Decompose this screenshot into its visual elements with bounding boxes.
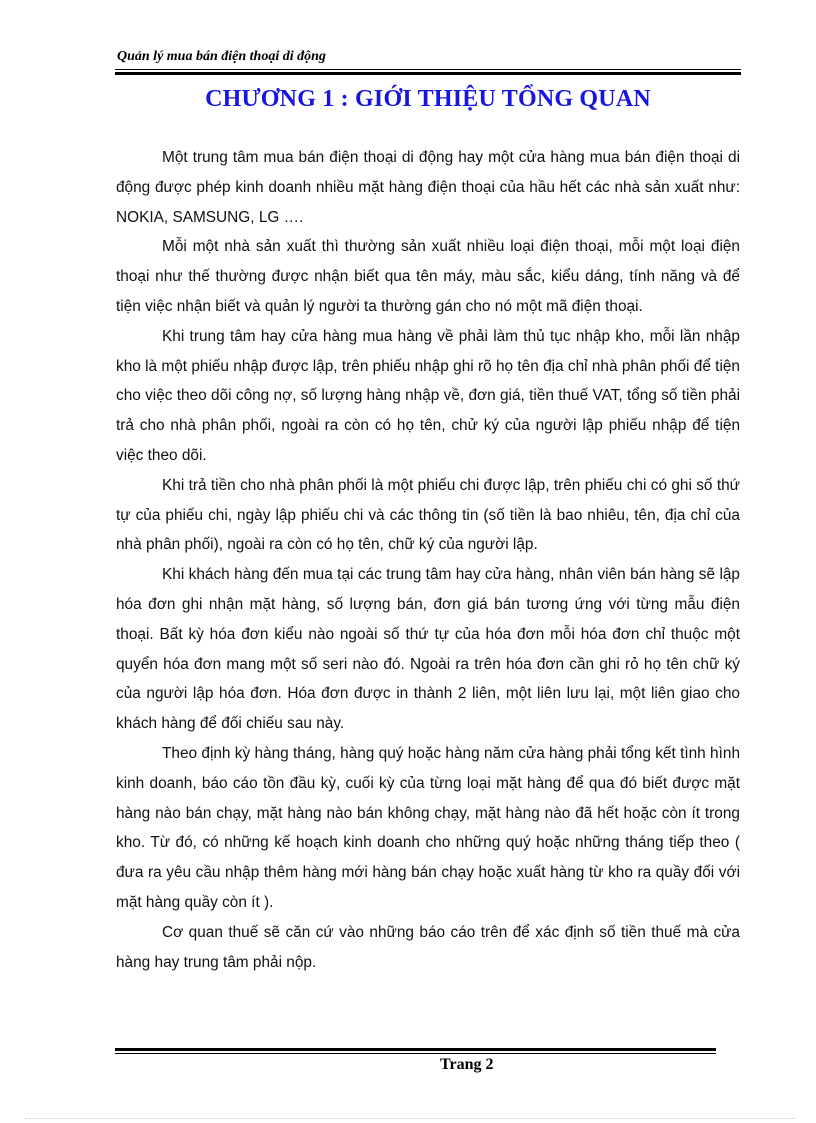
- running-header-title: Quản lý mua bán điện thoại di động: [117, 49, 326, 64]
- header-rule-thick: [115, 72, 741, 75]
- paragraph: Khi khách hàng đến mua tại các trung tâm hay cửa hàng, nhân viên bán hàng sẽ lập hóa đơn ghi nhận mặt hàng, số lượng bán, đơn giá bán tương ứng với từng mẫu điện thoại. Bất kỳ hóa đơn kiểu nào ngoài số thứ tự của hóa đơn mỗi hóa đơn chỉ thuộc một quyển hóa đơn mang một số seri nào đó. Ngoài ra trên hóa đơn cần ghi rỏ họ tên chữ ký của người lập hóa đơn. Hóa đơn được in thành 2 liên, một liên lưu lại, một liên giao cho khách hàng để đối chiếu sau này.: [116, 566, 740, 733]
- paragraph: Khi trung tâm hay cửa hàng mua hàng về phải làm thủ tục nhập kho, mỗi lần nhập kho là một phiếu nhập được lập, trên phiếu nhập ghi rõ họ tên địa chỉ nhà phân phối để tiện cho việc theo dõi công nợ, số lượng hàng nhập về, đơn giá, tiền thuế VAT, tổng số tiền phải trả cho nhà phân phối, ngoài ra còn có họ tên, chử ký của người lập phiếu nhập để tiện việc theo dõi.: [116, 327, 740, 464]
- header-rule-thin: [115, 69, 741, 70]
- chapter-title: CHƯƠNG 1 : GIỚI THIỆU TỔNG QUAN: [205, 86, 651, 112]
- paragraph: Khi trả tiền cho nhà phân phối là một phiếu chi được lập, trên phiếu chi có ghi số thứ tự của phiếu chi, ngày lập phiếu chi và các thông tin (số tiền là bao nhiêu, tên, địa chỉ của nhà phân phối), ngoài ra còn có họ tên, chữ ký của người lập.: [116, 476, 740, 554]
- paragraph: Một trung tâm mua bán điện thoại di động hay một cửa hàng mua bán điện thoại di động được phép kinh doanh nhiều mặt hàng điện thoại của hầu hết các nhà sản xuất như: NOKIA, SAMSUNG, LG ….: [116, 149, 740, 226]
- paragraph: Theo định kỳ hàng tháng, hàng quý hoặc hàng năm cửa hàng phải tổng kết tình hình kinh doanh, báo cáo tồn đầu kỳ, cuối kỳ của từng loại mặt hàng để qua đó biết được mặt hàng nào bán chạy, mặt hàng nào bán không chạy, mặt hàng nào đã hết hoặc còn ít trong kho. Từ đó, có những kế hoạch kinh doanh cho những quý hoặc những tháng tiếp theo ( đưa ra yêu cầu nhập thêm hàng mới hàng bán chạy hoặc xuất hàng từ kho ra quầy đối với mặt hàng quầy còn ít ).: [116, 744, 740, 911]
- paragraph: Mỗi một nhà sản xuất thì thường sản xuất nhiều loại điện thoại, mỗi một loại điện thoại như thế thường được nhận biết qua tên máy, màu sắc, kiểu dáng, tính năng và để tiện việc nhận biết và quản lý người ta thường gán cho nó một mã điện thoại.: [116, 238, 740, 315]
- page-number: Trang 2: [440, 1056, 494, 1073]
- paragraph: Cơ quan thuế sẽ căn cứ vào những báo cáo trên để xác định số tiền thuế mà cửa hàng hay trung tâm phải nộp.: [116, 923, 740, 971]
- footer-rule-thin: [115, 1053, 716, 1054]
- page-edge-divider: [25, 1118, 795, 1119]
- footer-rule-thick: [115, 1048, 716, 1051]
- body-text: [116, 143, 740, 977]
